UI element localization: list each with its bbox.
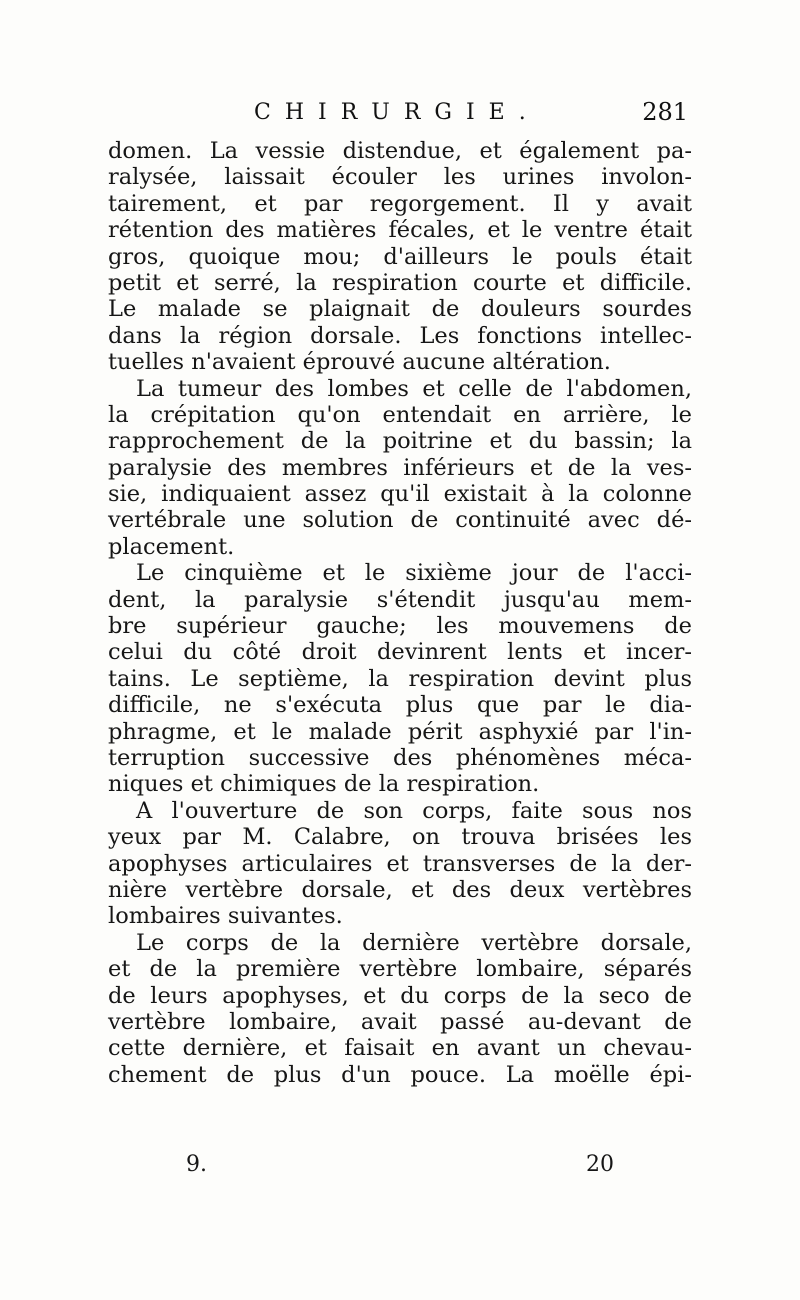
text-line: paralysie des membres inférieurs et de la ves- bbox=[108, 454, 692, 481]
text-line: celui du côté droit devinrent lents et incer- bbox=[108, 639, 692, 666]
text-line: bre supérieur gauche; les mouvemens de bbox=[108, 613, 692, 640]
text-line: tairement, et par regorgement. Il y avait bbox=[108, 190, 692, 217]
text-line: de leurs apophyses, et du corps de la seco de bbox=[108, 982, 692, 1009]
page-footer bbox=[108, 1152, 692, 1182]
body-text bbox=[108, 138, 692, 1088]
signature-mark-right: 20 bbox=[586, 1152, 614, 1177]
text-line: A l'ouverture de son corps, faite sous nos bbox=[136, 797, 692, 824]
text-line: terruption successive des phénomènes méca- bbox=[108, 744, 692, 771]
text-line: placement. bbox=[108, 533, 235, 560]
text-line: rétention des matières fécales, et le ventre était bbox=[108, 217, 692, 244]
text-line: chement de plus d'un pouce. La moëlle épi- bbox=[108, 1061, 692, 1088]
text-line: apophyses articulaires et transverses de la der- bbox=[108, 850, 692, 877]
text-line: la crépitation qu'on entendait en arrière, le bbox=[108, 401, 692, 428]
text-line: vertébrale une solution de continuité avec dé- bbox=[108, 507, 692, 534]
text-line: petit et serré, la respiration courte et difficile. bbox=[108, 269, 692, 296]
running-head: CHIRURGIE. bbox=[254, 100, 540, 125]
text-line: difficile, ne s'exécuta plus que par le dia- bbox=[108, 692, 692, 719]
text-line: tains. Le septième, la respiration devint plus bbox=[108, 665, 692, 692]
text-line: ralysée, laissait écouler les urines involon- bbox=[108, 164, 692, 191]
text-line: sie, indiquaient assez qu'il existait à la colonne bbox=[108, 481, 692, 508]
text-line: rapprochement de la poitrine et du bassin; la bbox=[108, 428, 692, 455]
text-line: vertèbre lombaire, avait passé au-devant de bbox=[108, 1008, 692, 1035]
text-line: yeux par M. Calabre, on trouva brisées les bbox=[108, 824, 692, 851]
text-line: Le malade se plaignait de douleurs sourdes bbox=[108, 296, 692, 323]
text-line: Le cinquième et le sixième jour de l'acci- bbox=[136, 560, 692, 587]
text-line: Le corps de la dernière vertèbre dorsale, bbox=[136, 929, 692, 956]
signature-mark-left: 9. bbox=[186, 1152, 207, 1177]
text-line: tuelles n'avaient éprouvé aucune altération. bbox=[108, 349, 611, 376]
page-header bbox=[108, 96, 688, 136]
text-line: niques et chimiques de la respiration. bbox=[108, 771, 540, 798]
text-line: La tumeur des lombes et celle de l'abdomen, bbox=[136, 375, 692, 402]
text-line: phragme, et le malade périt asphyxié par l'in- bbox=[108, 718, 692, 745]
text-line: dent, la paralysie s'étendit jusqu'au mem- bbox=[108, 586, 692, 613]
text-line: et de la première vertèbre lombaire, séparés bbox=[108, 956, 692, 983]
text-line: domen. La vessie distendue, et également pa- bbox=[108, 138, 692, 164]
text-line: cette dernière, et faisait en avant un chevau- bbox=[108, 1035, 692, 1062]
text-line: dans la région dorsale. Les fonctions intellec- bbox=[108, 322, 692, 349]
text-line: gros, quoique mou; d'ailleurs le pouls était bbox=[108, 243, 692, 270]
text-line: lombaires suivantes. bbox=[108, 903, 343, 930]
text-line: nière vertèbre dorsale, et des deux vertèbres bbox=[108, 876, 692, 903]
page-number: 281 bbox=[642, 98, 688, 126]
